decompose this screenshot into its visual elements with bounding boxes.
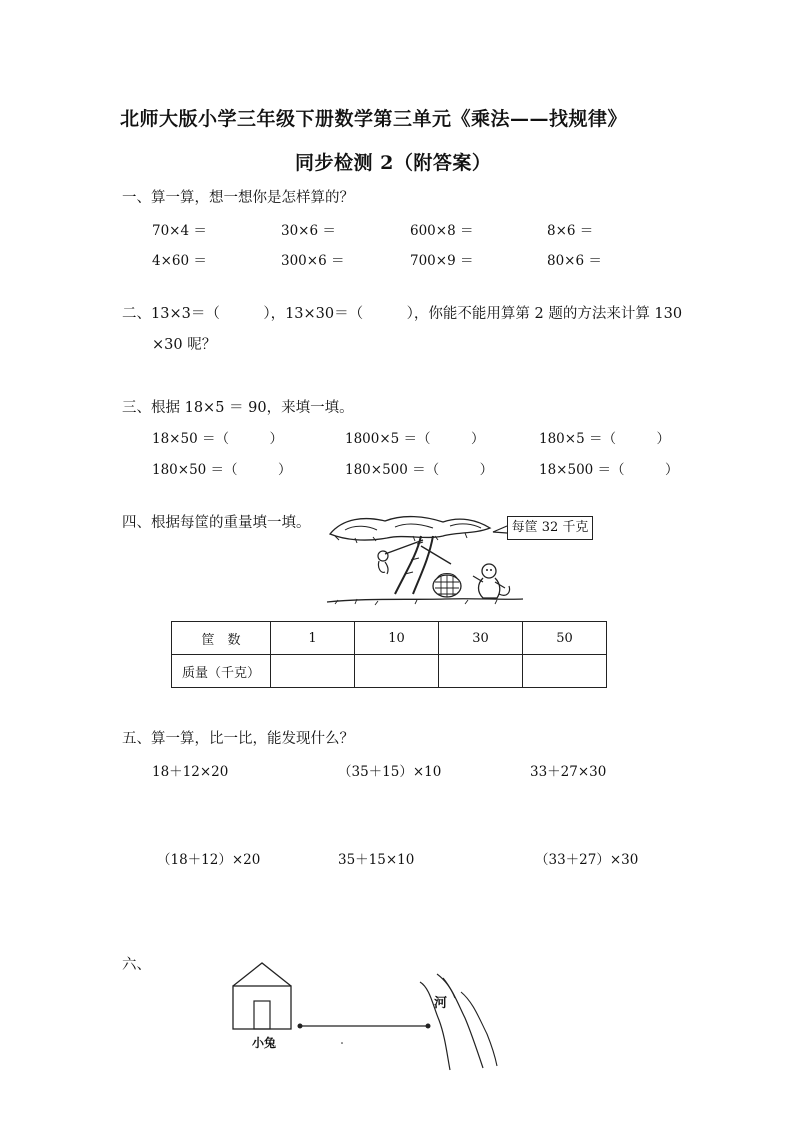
weight-answer-cell[interactable]: [439, 655, 523, 688]
q5-expression: （18＋12）×20: [157, 852, 261, 868]
q1-expression: 80×6 ＝: [547, 253, 602, 269]
q3-expression: 18×500 ＝（ ）: [539, 462, 679, 478]
q1-prompt: 一、算一算，想一想你是怎样算的？: [122, 190, 354, 206]
q2-line-2: ×30 呢？: [152, 337, 217, 353]
q5-expression: （33＋27）×30: [535, 852, 639, 868]
house-to-river-diagram: [225, 958, 515, 1078]
q5-expression: 35＋15×10: [338, 852, 415, 868]
q1-expression: 70×4 ＝: [152, 223, 207, 239]
q1-expression: 600×8 ＝: [410, 223, 474, 239]
basket-count-cell: 10: [355, 622, 439, 655]
weight-callout-text: 每筐 32 千克: [511, 520, 589, 535]
q6-prompt: 六、: [122, 957, 151, 973]
q3-prompt: 三、根据 18×5 ＝ 90，来填一填。: [122, 400, 354, 416]
title-line-2: 同步检测 2（附答案）: [295, 152, 492, 174]
q1-expression: 300×6 ＝: [281, 253, 345, 269]
house-label: 小兔: [252, 1036, 277, 1050]
q1-expression: 30×6 ＝: [281, 223, 336, 239]
basket-count-cell: 1: [271, 622, 355, 655]
row-header-weight: 质量（千克）: [172, 655, 271, 688]
weight-answer-cell[interactable]: [523, 655, 607, 688]
weight-answer-cell[interactable]: [355, 655, 439, 688]
row-header-baskets: 筐 数: [172, 622, 271, 655]
q5-expression: 18＋12×20: [152, 764, 229, 780]
river-label: 河: [434, 996, 448, 1011]
basket-weight-table: [171, 621, 607, 688]
basket-count-cell: 50: [523, 622, 607, 655]
q5-expression: （35＋15）×10: [338, 764, 442, 780]
q2-line-1: 二、13×3＝（ ），13×30＝（ ），你能不能用算第 2 题的方法来计算 130: [122, 306, 683, 322]
q3-expression: 1800×5 ＝（ ）: [345, 431, 485, 447]
title-line-1: 北师大版小学三年级下册数学第三单元《乘法——找规律》: [120, 108, 628, 130]
q1-expression: 700×9 ＝: [410, 253, 474, 269]
basket-count-cell: 30: [439, 622, 523, 655]
q3-expression: 180×5 ＝（ ）: [539, 431, 670, 447]
q5-expression: 33＋27×30: [530, 764, 607, 780]
callout-pointer: [490, 524, 510, 536]
weight-answer-cell[interactable]: [271, 655, 355, 688]
q1-expression: 4×60 ＝: [152, 253, 207, 269]
weight-callout: [507, 516, 593, 540]
q3-expression: 180×500 ＝（ ）: [345, 462, 494, 478]
q3-expression: 18×50 ＝（ ）: [152, 431, 283, 447]
q3-expression: 180×50 ＝（ ）: [152, 462, 292, 478]
q4-prompt: 四、根据每筐的重量填一填。: [122, 515, 311, 531]
q1-expression: 8×6 ＝: [547, 223, 594, 239]
house-icon: [233, 963, 291, 986]
table-row: [172, 655, 607, 688]
table-row: [172, 622, 607, 655]
q5-prompt: 五、算一算，比一比，能发现什么？: [122, 731, 354, 747]
